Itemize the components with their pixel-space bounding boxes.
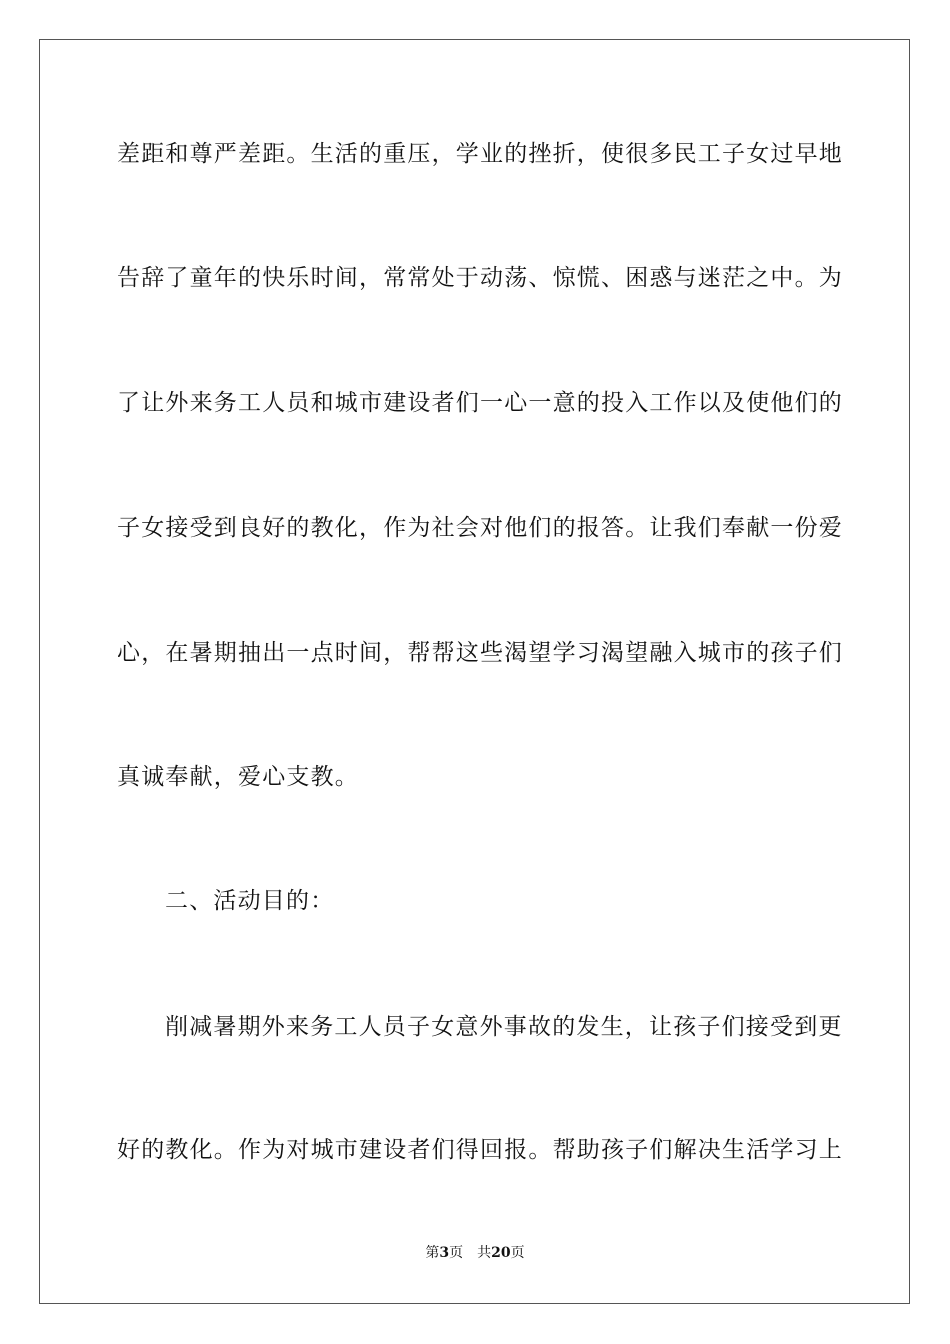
- page-border: [39, 39, 910, 1304]
- body-text-line: 了让外来务工人员和城市建设者们一心一意的投入工作以及使他们的: [117, 390, 843, 416]
- body-text-line: 子女接受到良好的教化，作为社会对他们的报答。让我们奉献一份爱: [117, 515, 843, 541]
- body-text-line: 心，在暑期抽出一点时间，帮帮这些渴望学习渴望融入城市的孩子们: [117, 640, 843, 666]
- total-suffix: 页: [510, 1245, 525, 1261]
- body-text-line: 差距和尊严差距。生活的重压，学业的挫折，使很多民工子女过早地: [117, 141, 843, 167]
- total-pages: 20: [491, 1245, 511, 1261]
- body-text-line: 削减暑期外来务工人员子女意外事故的发生，让孩子们接受到更: [165, 1014, 843, 1040]
- body-text-line: 告辞了童年的快乐时间，常常处于动荡、惊慌、困惑与迷茫之中。为: [117, 265, 843, 291]
- page-footer: [0, 1244, 950, 1262]
- body-text-line: 真诚奉献，爱心支教。: [117, 764, 359, 790]
- total-prefix: 共: [477, 1245, 492, 1261]
- body-text-line: 好的教化。作为对城市建设者们得回报。帮助孩子们解决生活学习上: [117, 1137, 843, 1163]
- page-number: 3: [439, 1245, 450, 1261]
- section-heading: 二、活动目的：: [165, 888, 335, 914]
- page-prefix: 第: [425, 1245, 440, 1261]
- page-suffix: 页: [449, 1245, 464, 1261]
